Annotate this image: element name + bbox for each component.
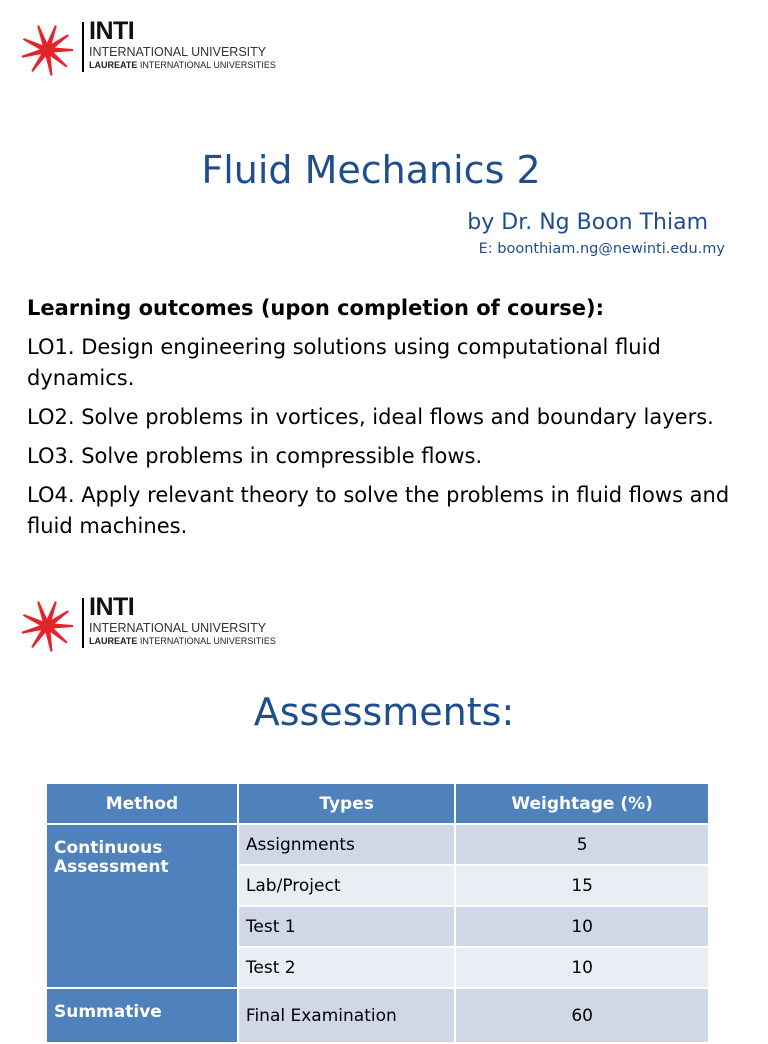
logo-line1: INTERNATIONAL UNIVERSITY bbox=[89, 621, 267, 635]
column-header-types: Types bbox=[238, 783, 455, 824]
table-header-row bbox=[46, 783, 709, 824]
learning-outcome-item: LO3. Solve problems in compressible flows. bbox=[27, 444, 483, 468]
logo-divider bbox=[82, 22, 84, 72]
author-email: E: boonthiam.ng@newinti.edu.my bbox=[478, 241, 725, 257]
logo-divider bbox=[82, 598, 84, 648]
weight-cell: 10 bbox=[455, 906, 709, 947]
weight-cell: 60 bbox=[455, 988, 709, 1043]
logo-line1: INTERNATIONAL UNIVERSITY bbox=[89, 45, 267, 59]
course-title: Fluid Mechanics 2 bbox=[201, 148, 541, 192]
inti-logo bbox=[18, 593, 288, 652]
logo-brand: INTI bbox=[89, 593, 135, 621]
type-cell: Test 2 bbox=[238, 947, 455, 988]
method-cell: Continuous Assessment bbox=[46, 824, 238, 988]
assessments-table bbox=[45, 782, 710, 1044]
type-cell: Final Examination bbox=[238, 988, 455, 1043]
logo-line2: LAUREATE INTERNATIONAL UNIVERSITIES bbox=[89, 636, 276, 646]
weight-cell: 15 bbox=[455, 865, 709, 906]
table-row bbox=[46, 988, 709, 1043]
logo-line2: LAUREATE INTERNATIONAL UNIVERSITIES bbox=[89, 60, 276, 70]
column-header-method: Method bbox=[46, 783, 238, 824]
inti-logo bbox=[18, 17, 288, 76]
method-cell: Summative bbox=[46, 988, 238, 1043]
weight-cell: 5 bbox=[455, 824, 709, 865]
inti-star-icon bbox=[18, 24, 76, 76]
assessments-title: Assessments: bbox=[253, 690, 515, 734]
type-cell: Assignments bbox=[238, 824, 455, 865]
logo-brand: INTI bbox=[89, 17, 135, 45]
weight-cell: 10 bbox=[455, 947, 709, 988]
learning-outcome-item: LO1. Design engineering solutions using computational fluid dynamics. bbox=[27, 335, 661, 390]
table-row bbox=[46, 824, 709, 865]
inti-star-icon bbox=[18, 600, 76, 652]
column-header-weightage: Weightage (%) bbox=[455, 783, 709, 824]
learning-outcomes-heading: Learning outcomes (upon completion of course): bbox=[27, 296, 605, 320]
learning-outcomes bbox=[27, 293, 757, 550]
learning-outcome-item: LO2. Solve problems in vortices, ideal flows and boundary layers. bbox=[27, 405, 714, 429]
type-cell: Lab/Project bbox=[238, 865, 455, 906]
type-cell: Test 1 bbox=[238, 906, 455, 947]
author-name: by Dr. Ng Boon Thiam bbox=[467, 210, 708, 235]
learning-outcome-item: LO4. Apply relevant theory to solve the problems in fluid flows and fluid machines. bbox=[27, 483, 730, 538]
